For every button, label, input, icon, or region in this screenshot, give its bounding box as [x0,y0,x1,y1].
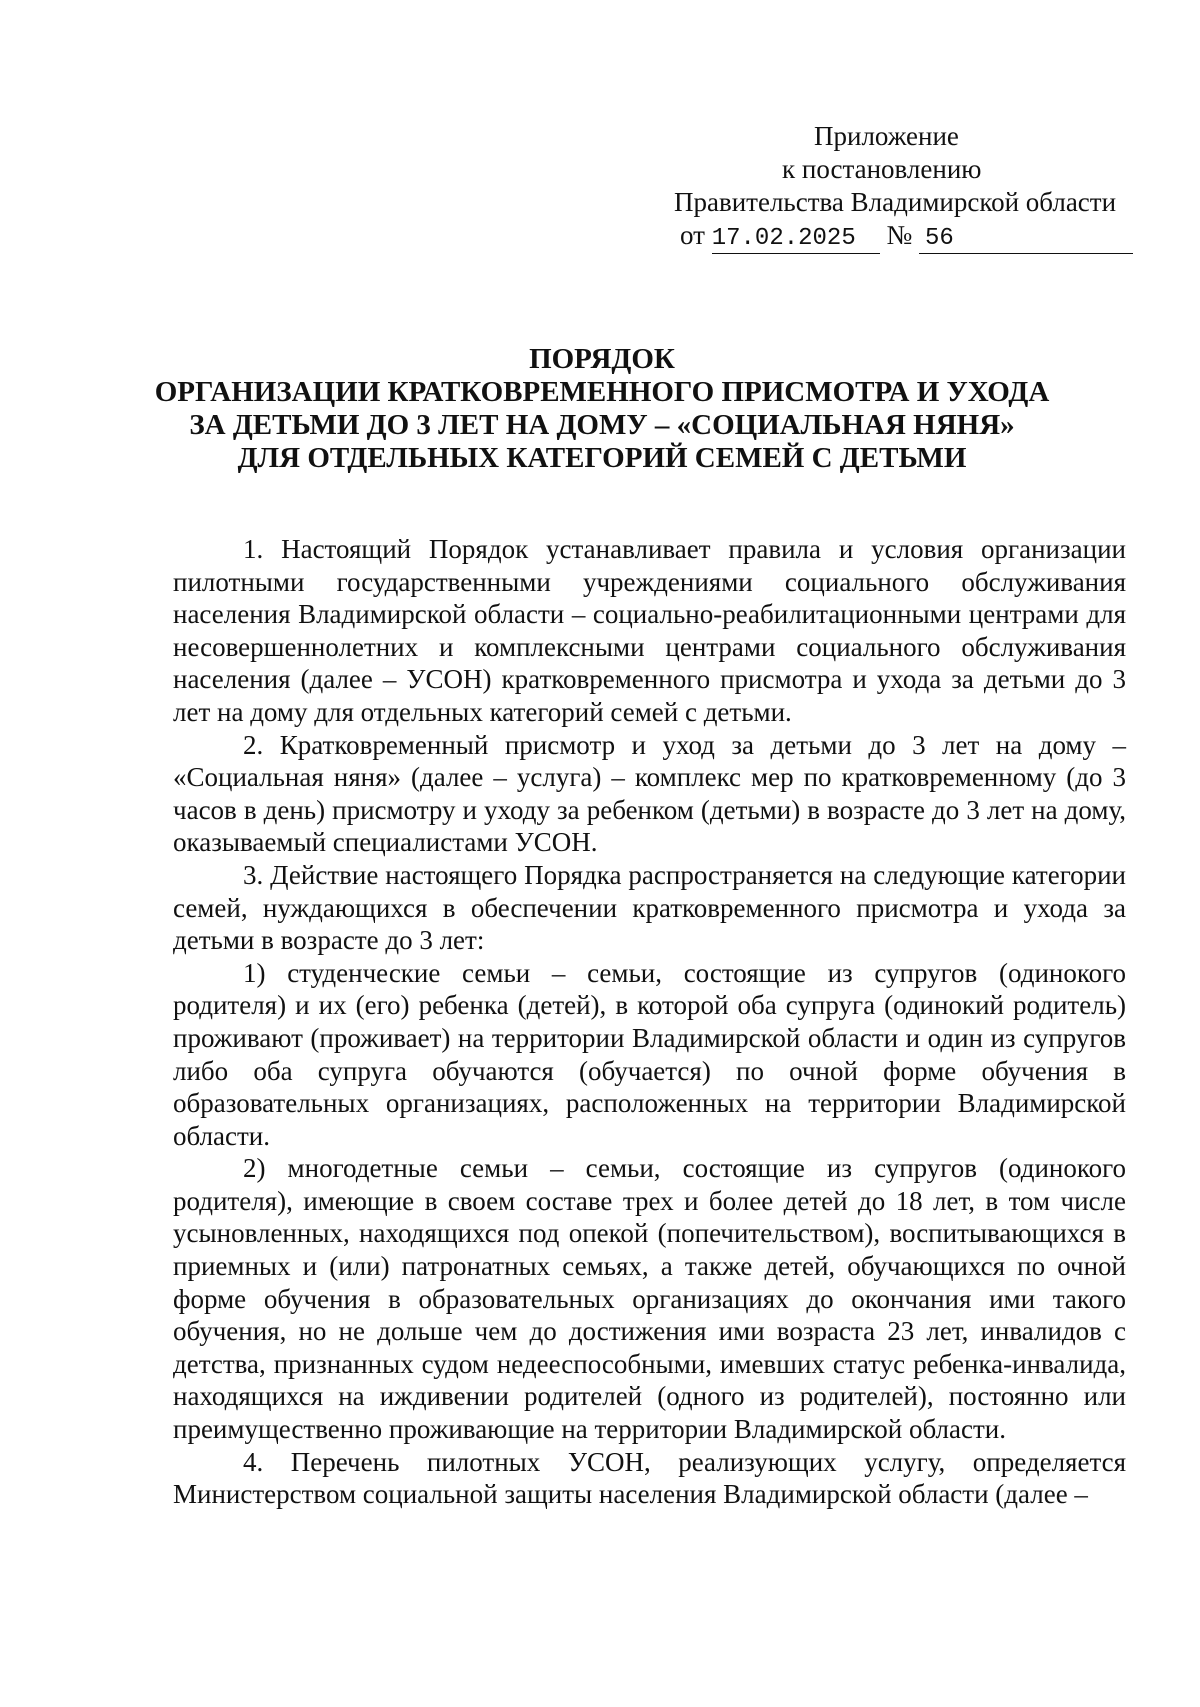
title-line-1: ПОРЯДОК [529,343,675,375]
appendix-title: Приложение [814,121,959,151]
paragraph-3-item-1: 1) студенческие семьи – семьи, состоящие из супругов (одинокого родителя) и их (его) ребенка (детей), в которой оба супруга (одинокий родитель) проживают (проживает) на территории Владимирской области и один из супругов либо оба супруга обучаются (обучается) по очной форме обучения в образовательных организациях, расположенных на территории Владимирской области. [173,957,1126,1151]
date-prefix: от [680,220,705,250]
number-sign: № [886,220,913,250]
appendix-reference: к постановлению [782,154,982,184]
decree-number: 56 [919,225,1133,254]
title-line-3: ЗА ДЕТЬМИ ДО 3 ЛЕТ НА ДОМУ – «СОЦИАЛЬНАЯ НЯНЯ» [189,409,1015,441]
title-line-4: ДЛЯ ОТДЕЛЬНЫХ КАТЕГОРИЙ СЕМЕЙ С ДЕТЬМИ [237,442,967,474]
document-title [150,343,1054,475]
paragraph-1: 1. Настоящий Порядок устанавливает правила и условия организации пилотными государственными учреждениями социального обслуживания населения Владимирской области – социально-реабилитационными центрами для несовершеннолетних и комплексными центрами социального обслуживания населения (далее – УСОН) кратковременного присмотра и ухода за детьми до 3 лет на дому для отдельных категорий семей с детьми. [173,534,1126,727]
appendix-authority: Правительства Владимирской области [674,187,1117,217]
appendix-block [664,120,1124,254]
paragraph-3: 3. Действие настоящего Порядка распространяется на следующие категории семей, нуждающихся в обеспечении кратковременного присмотра и ухода за детьми в возрасте до 3 лет: [173,859,1126,956]
document-body [173,533,1126,1511]
paragraph-2: 2. Кратковременный присмотр и уход за детьми до 3 лет на дому – «Социальная няня» (далее – услуга) – комплекс мер по кратковременному (до 3 часов в день) присмотру и уходу за ребенком (детьми) в возрасте до 3 лет на дому, оказываемый специалистами УСОН. [173,729,1126,858]
title-line-2: ОРГАНИЗАЦИИ КРАТКОВРЕМЕННОГО ПРИСМОТРА И УХОДА [154,376,1050,408]
appendix-date-number [664,219,1124,254]
paragraph-3-item-2: 2) многодетные семьи – семьи, состоящие из супругов (одинокого родителя), имеющие в своем составе трех и более детей до 18 лет, в том числе усыновленных, находящихся под опекой (попечительством), воспитывающихся в приемных и (или) патронатных семьях, а также детей, обучающихся по очной форме обучения в образовательных организациях до окончания ими такого обучения, но не дольше чем до достижения ими возраста 23 лет, инвалидов с детства, признанных судом недееспособными, имевших статус ребенка-инвалида, находящихся на иждивении родителей (одного из родителей), постоянно или преимущественно проживающие на территории Владимирской области. [173,1153,1126,1445]
paragraph-4: 4. Перечень пилотных УСОН, реализующих услугу, определяется Министерством социальной защиты населения Владимирской области (далее – [173,1446,1126,1510]
decree-date: 17.02.2025 [712,225,880,254]
